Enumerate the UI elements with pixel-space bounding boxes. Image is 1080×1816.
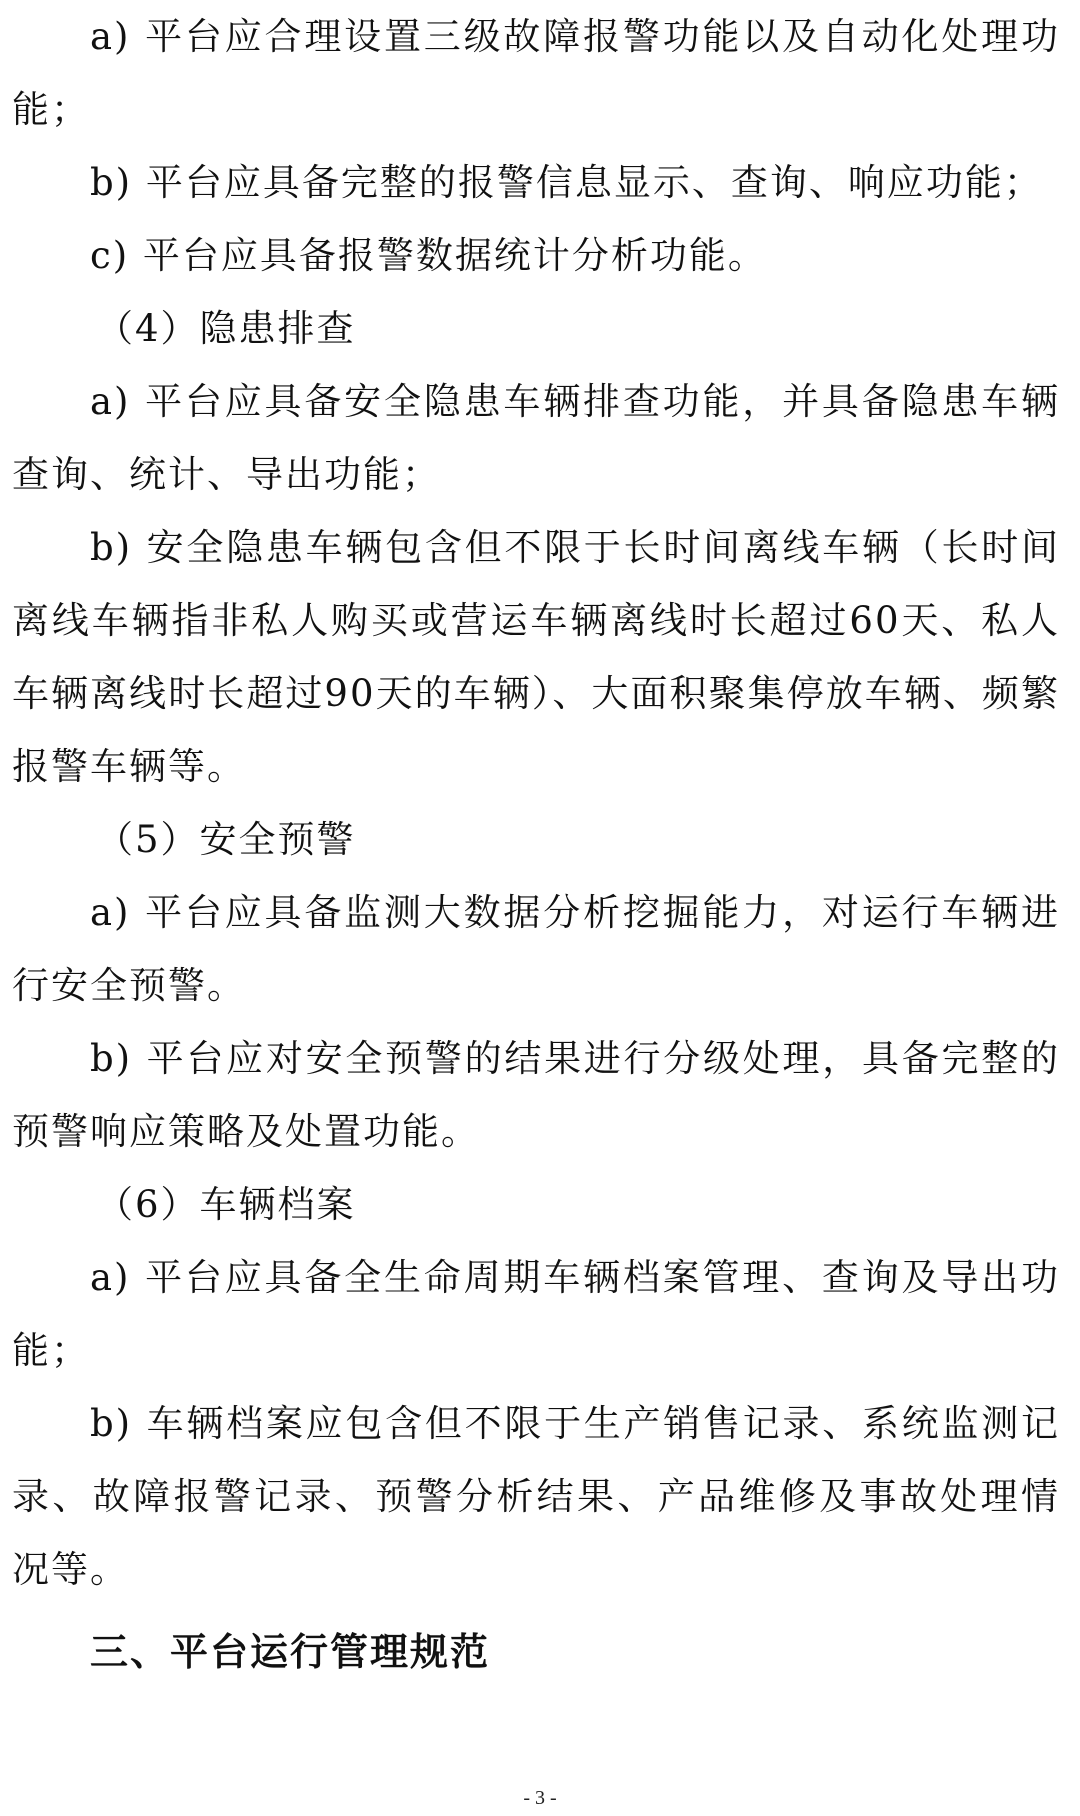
paragraph-archive-b: b) 车辆档案应包含但不限于生产销售记录、系统监测记录、故障报警记录、预警分析结果、产品维修及事故处理情况等。 bbox=[12, 1402, 1060, 1591]
section-title-operation-management: 三、平台运行管理规范 bbox=[90, 1630, 491, 1674]
document-page bbox=[12, 0, 1060, 1692]
heading-vehicle-archive: （6）车辆档案 bbox=[96, 1183, 356, 1226]
paragraph-archive-a: a) 平台应具备全生命周期车辆档案管理、查询及导出功能； bbox=[12, 1256, 1060, 1372]
paragraph-alarm-c: c) 平台应具备报警数据统计分析功能。 bbox=[90, 234, 767, 277]
heading-safety-warning: （5）安全预警 bbox=[96, 818, 356, 861]
paragraph-hazard-b: b) 安全隐患车辆包含但不限于长时间离线车辆（长时间离线车辆指非私人购买或营运车辆离线时长超过60天、私人车辆离线时长超过90天的车辆）、大面积聚集停放车辆、频繁报警车辆等。 bbox=[12, 526, 1060, 788]
paragraph-warning-a: a) 平台应具备监测大数据分析挖掘能力，对运行车辆进行安全预警。 bbox=[12, 891, 1060, 1007]
paragraph-alarm-a: a) 平台应合理设置三级故障报警功能以及自动化处理功能； bbox=[12, 15, 1060, 131]
paragraph-hazard-a: a) 平台应具备安全隐患车辆排查功能，并具备隐患车辆查询、统计、导出功能； bbox=[12, 380, 1060, 496]
paragraph-warning-b: b) 平台应对安全预警的结果进行分级处理，具备完整的预警响应策略及处置功能。 bbox=[12, 1037, 1060, 1153]
paragraph-alarm-b: b) 平台应具备完整的报警信息显示、查询、响应功能； bbox=[90, 161, 1043, 204]
heading-hazard-check: （4）隐患排查 bbox=[96, 307, 356, 350]
page-number: - 3 - bbox=[523, 1787, 557, 1809]
